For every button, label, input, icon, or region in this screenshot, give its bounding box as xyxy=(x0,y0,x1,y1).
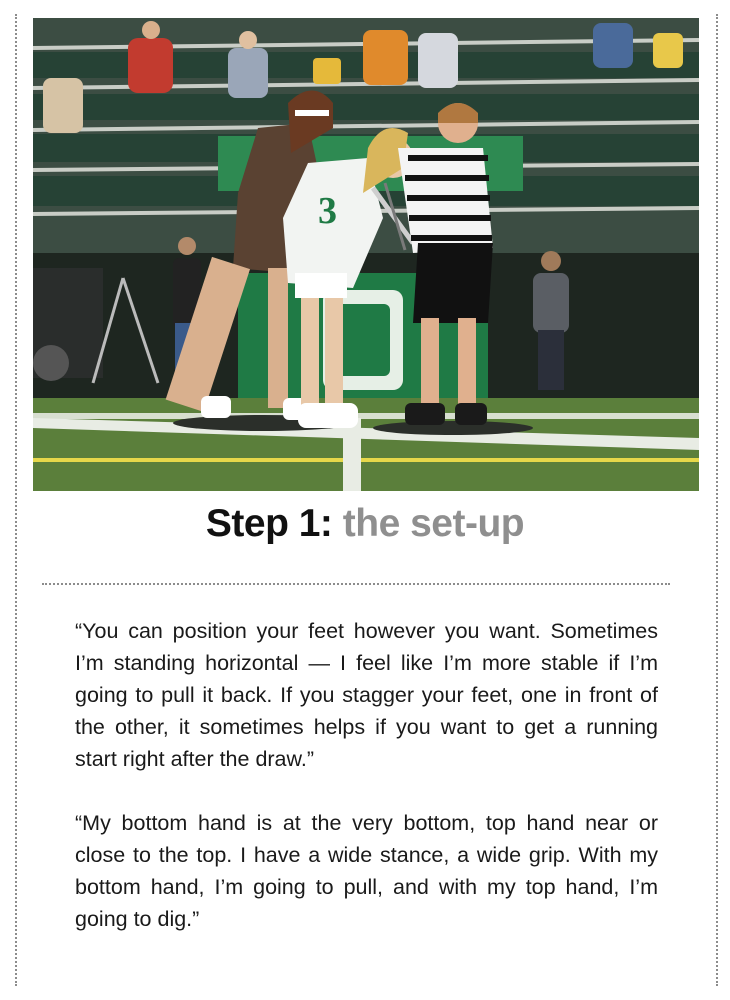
lacrosse-draw-photo xyxy=(33,18,699,491)
quote-feet-position: “You can position your feet however you want. Sometimes I’m standing horizontal — I feel like I’m more stable if I’m going to pull it back. If you stagger your feet, one in front of the other, it sometimes helps if you want to get a running start right after the draw.” xyxy=(75,619,658,771)
quote-hand-grip: “My bottom hand is at the very bottom, top hand near or close to the top. I have a wide stance, a wide grip. With my bottom hand, I’m going to pull, and with my top hand, I’m going to dig.” xyxy=(75,811,658,931)
step-heading xyxy=(0,502,730,546)
section-divider xyxy=(42,583,670,585)
left-border-rule xyxy=(15,14,17,986)
step-subtitle: the set-up xyxy=(342,502,525,545)
right-border-rule xyxy=(716,14,718,986)
step-label: Step 1: xyxy=(205,502,333,545)
svg-text:3: 3 xyxy=(318,190,337,232)
